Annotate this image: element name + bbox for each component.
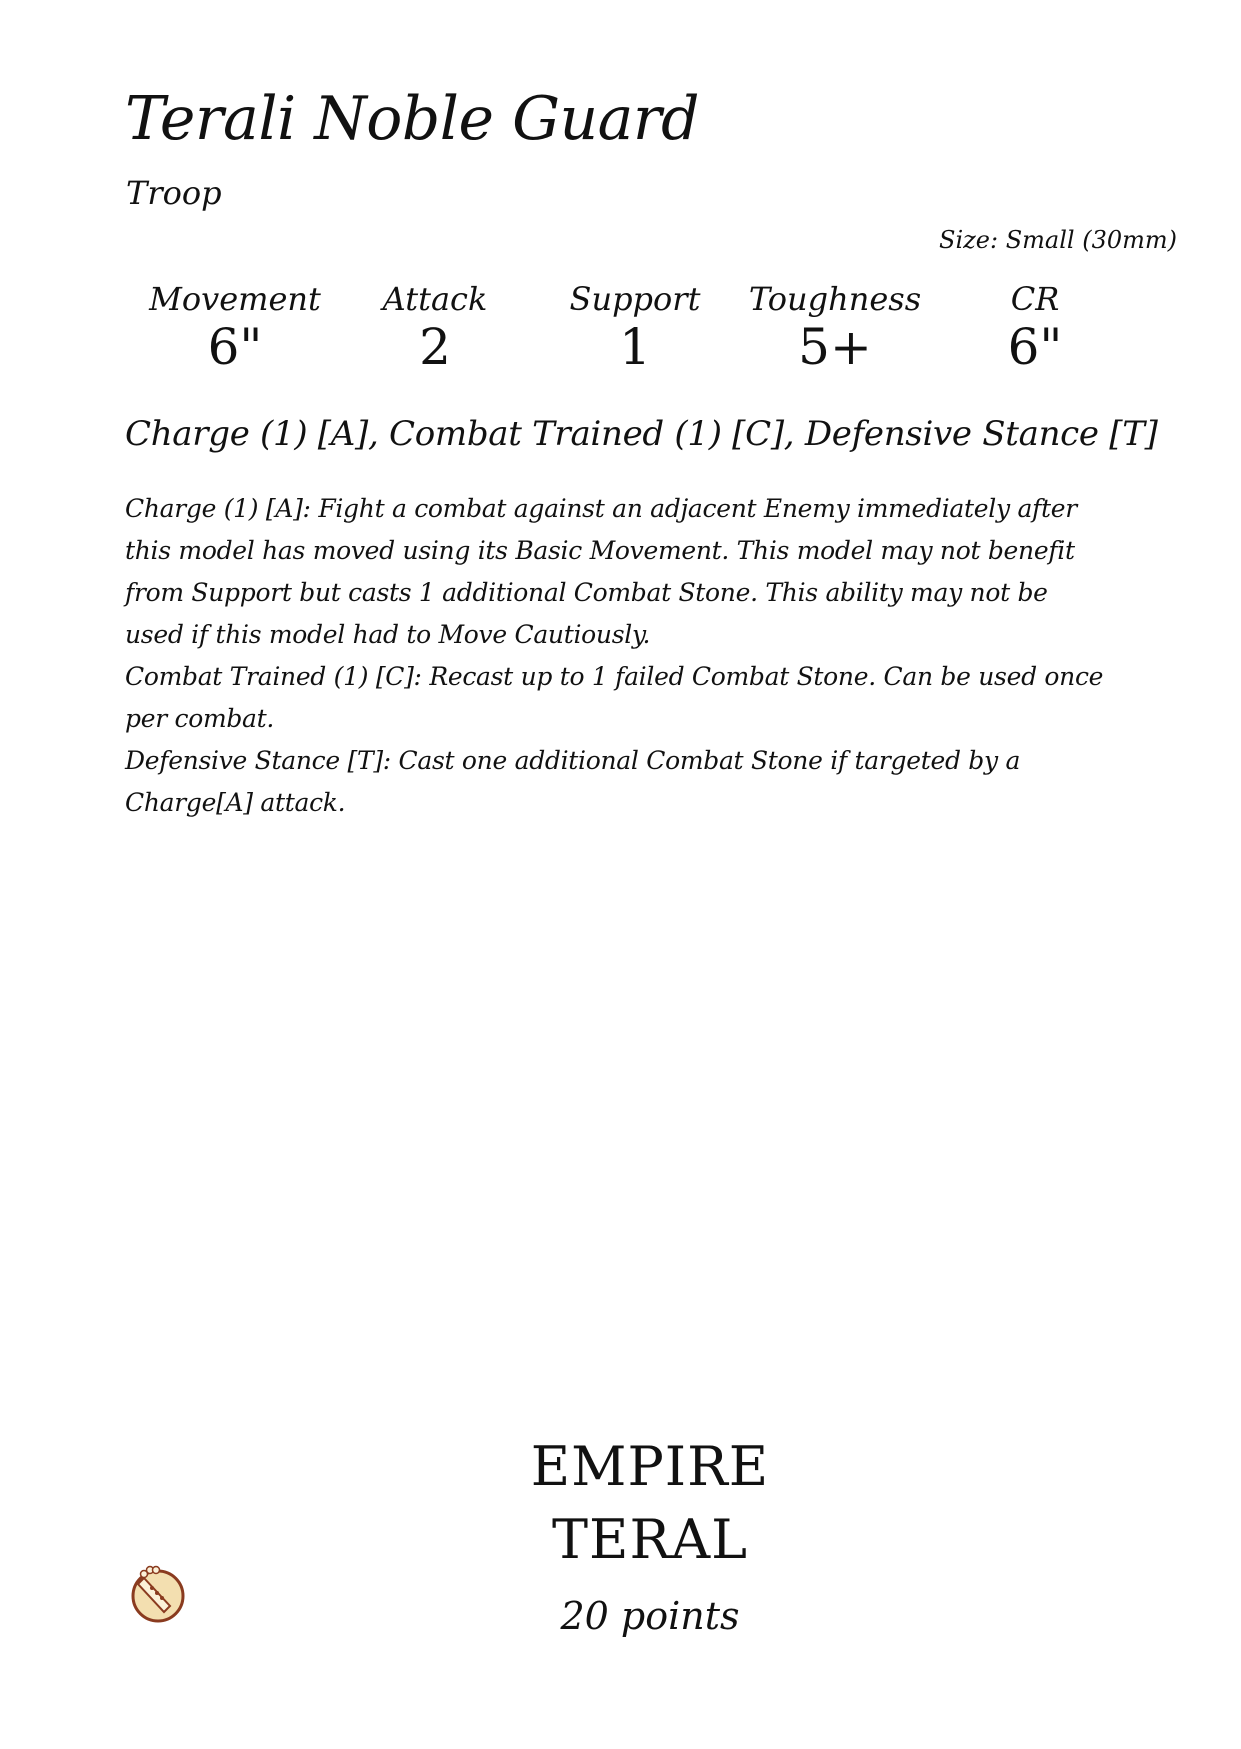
faction-name: EMPIRE xyxy=(530,1435,770,1498)
base-size: Size: Small (30mm) xyxy=(939,226,1177,254)
subfaction-name: TERAL xyxy=(552,1508,748,1571)
stat-label: Attack xyxy=(382,280,488,318)
ability-description-defensive-stance: Defensive Stance [T]: Cast one additional Combat Stone if targeted by a Charge[A] attack. xyxy=(125,746,1021,817)
point-cost: 20 points xyxy=(560,1594,740,1638)
stat-label: Toughness xyxy=(748,280,922,318)
stat-value: 2 xyxy=(419,318,451,377)
ability-description-combat-trained: Combat Trained (1) [C]: Recast up to 1 failed Combat Stone. Can be used once per combat. xyxy=(125,662,1104,733)
stat-cr xyxy=(935,280,1135,375)
stat-value: 5+ xyxy=(798,318,872,377)
faction-block xyxy=(0,1430,1241,1576)
stat-attack xyxy=(335,280,535,375)
stat-toughness xyxy=(735,280,935,375)
unit-type: Troop xyxy=(126,174,222,212)
hand-scroll-icon xyxy=(126,1560,190,1624)
abilities-summary: Charge (1) [A], Combat Trained (1) [C], Defensive Stance [T] xyxy=(125,414,1158,454)
stat-support xyxy=(535,280,735,375)
stat-label: CR xyxy=(1010,280,1060,318)
stat-label: Support xyxy=(569,280,701,318)
ability-description-charge: Charge (1) [A]: Fight a combat against an adjacent Enemy immediately after this model has moved using its Basic Movement. This model may not benefit from Support but casts 1 additional Combat Stone. This ability may not be used if this model had to Move Cautiously. xyxy=(125,494,1077,649)
stat-value: 6" xyxy=(1007,318,1063,377)
card-title: Terali Noble Guard xyxy=(125,84,700,154)
ability-descriptions xyxy=(125,488,1105,824)
stat-block xyxy=(135,280,1135,375)
stat-value: 1 xyxy=(619,318,651,377)
stat-movement xyxy=(135,280,335,375)
stat-label: Movement xyxy=(149,280,321,318)
stat-value: 6" xyxy=(207,318,263,377)
